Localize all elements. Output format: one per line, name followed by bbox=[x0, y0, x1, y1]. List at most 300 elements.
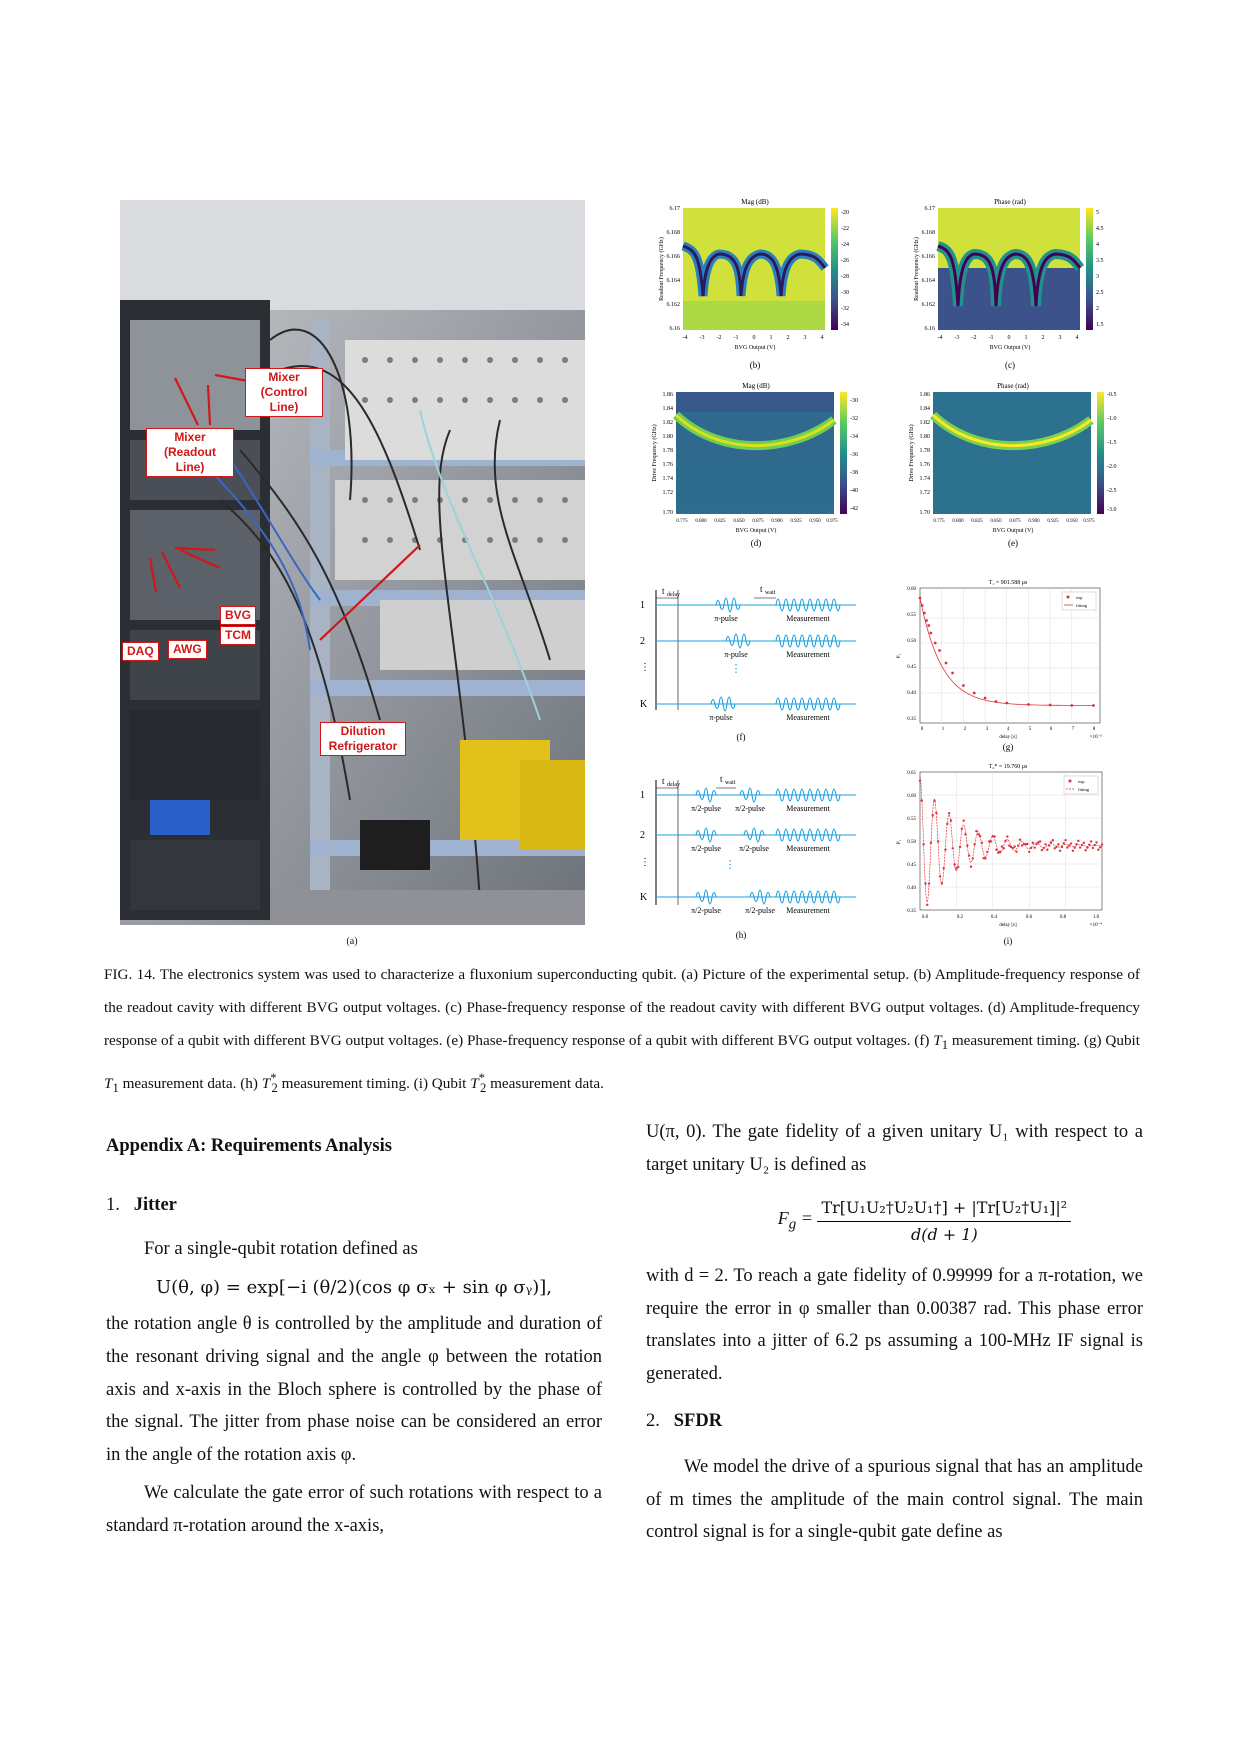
label-awg: AWG bbox=[168, 640, 207, 659]
svg-text:1.82: 1.82 bbox=[919, 420, 930, 426]
t1-data-point bbox=[925, 619, 928, 622]
svg-text:P₁: P₁ bbox=[897, 839, 902, 845]
svg-text:6.166: 6.166 bbox=[921, 254, 935, 260]
svg-text:-0.5: -0.5 bbox=[1107, 392, 1117, 398]
svg-text:0.900: 0.900 bbox=[771, 519, 783, 524]
svg-text:⋮: ⋮ bbox=[640, 662, 650, 673]
svg-text:-2.5: -2.5 bbox=[1107, 488, 1117, 494]
t1-data-point bbox=[951, 672, 954, 675]
svg-text:fitting: fitting bbox=[1078, 787, 1089, 792]
t2-data-point bbox=[1094, 844, 1096, 846]
svg-text:0.60: 0.60 bbox=[907, 587, 916, 592]
svg-text:0.55: 0.55 bbox=[907, 817, 916, 822]
svg-text:fitting: fitting bbox=[1076, 603, 1087, 608]
svg-text:0.35: 0.35 bbox=[907, 909, 916, 914]
svg-text:-3.0: -3.0 bbox=[1107, 507, 1117, 513]
svg-text:6.162: 6.162 bbox=[921, 302, 935, 308]
svg-text:Measurement: Measurement bbox=[786, 804, 830, 813]
panel-h-timing bbox=[636, 770, 866, 948]
t2-data-point bbox=[1079, 846, 1081, 848]
svg-text:6.164: 6.164 bbox=[921, 278, 935, 284]
svg-text:1.72: 1.72 bbox=[919, 490, 930, 496]
svg-text:6.168: 6.168 bbox=[921, 230, 935, 236]
svg-text:0.975: 0.975 bbox=[826, 519, 838, 524]
svg-text:0.40: 0.40 bbox=[907, 886, 916, 891]
svg-text:-32: -32 bbox=[850, 416, 858, 422]
panel-label-d: (d) bbox=[750, 538, 762, 548]
rotation-equation: U(θ, φ) = exp[−i (θ/2)(cos φ σₓ + sin φ σᵧ)], bbox=[155, 1276, 553, 1298]
t2-data-point bbox=[946, 823, 948, 825]
t2-data-point bbox=[975, 830, 977, 832]
svg-text:2: 2 bbox=[640, 636, 645, 647]
svg-text:1.86: 1.86 bbox=[919, 392, 930, 398]
t1-data-point bbox=[1005, 702, 1008, 705]
svg-text:×10⁻⁴: ×10⁻⁴ bbox=[1089, 923, 1102, 928]
svg-text:6.17: 6.17 bbox=[924, 206, 935, 212]
svg-text:t: t bbox=[760, 584, 763, 594]
t2-data-point bbox=[935, 812, 937, 814]
svg-text:Mag (dB): Mag (dB) bbox=[742, 382, 770, 390]
svg-text:-34: -34 bbox=[841, 322, 849, 328]
svg-text:2.5: 2.5 bbox=[1096, 290, 1104, 296]
t1-data-point bbox=[919, 597, 922, 600]
panel-label-b: (b) bbox=[749, 360, 761, 370]
svg-text:delay: delay bbox=[667, 592, 680, 598]
t2-data-point bbox=[1088, 843, 1090, 845]
appendix-title: Appendix A: Requirements Analysis bbox=[106, 1136, 392, 1156]
t2-data-point bbox=[1046, 849, 1048, 851]
panel-e-heatmap bbox=[905, 380, 1135, 560]
t2-data-point bbox=[1006, 835, 1008, 837]
svg-text:-42: -42 bbox=[850, 506, 858, 512]
svg-text:0.900: 0.900 bbox=[1028, 519, 1040, 524]
sfdr-paragraph: We model the drive of a spurious signal that has an amplitude of m times the amplitude of the main control signal. The main control signal is for a single-qubit gate define as bbox=[646, 1457, 1143, 1543]
svg-text:1.78: 1.78 bbox=[919, 448, 930, 454]
panel-b-ylabel: Readout Frequency (GHz) bbox=[659, 237, 665, 301]
svg-text:-1: -1 bbox=[733, 335, 739, 341]
svg-text:-40: -40 bbox=[850, 488, 858, 494]
t2-data-point bbox=[942, 867, 944, 869]
svg-text:delay [s]: delay [s] bbox=[999, 923, 1017, 928]
svg-text:0.0: 0.0 bbox=[921, 915, 929, 920]
t2-data-point bbox=[922, 843, 924, 845]
svg-text:Readout Frequency (GHz): Readout Frequency (GHz) bbox=[914, 237, 920, 301]
svg-text:0.875: 0.875 bbox=[752, 519, 764, 524]
svg-text:0.60: 0.60 bbox=[907, 794, 916, 799]
svg-text:delay: delay bbox=[667, 782, 680, 788]
svg-text:-3: -3 bbox=[954, 335, 960, 341]
t2-data-point bbox=[944, 849, 946, 851]
svg-text:1.74: 1.74 bbox=[662, 476, 673, 482]
jitter-paragraph-1: For a single-qubit rotation defined as bbox=[144, 1239, 418, 1260]
panel-label-c: (c) bbox=[1005, 360, 1015, 370]
svg-text:4: 4 bbox=[1075, 335, 1079, 341]
svg-text:0.6: 0.6 bbox=[1025, 915, 1033, 920]
svg-text:π/2-pulse: π/2-pulse bbox=[745, 906, 775, 915]
svg-text:exp: exp bbox=[1078, 779, 1085, 784]
label-tcm: TCM bbox=[220, 626, 256, 645]
t2-data-point bbox=[1075, 843, 1077, 845]
svg-text:3: 3 bbox=[1096, 274, 1099, 280]
svg-text:-30: -30 bbox=[841, 290, 849, 296]
t2-data-point bbox=[1101, 843, 1103, 845]
t1-data-point bbox=[973, 692, 976, 695]
svg-text:3: 3 bbox=[803, 335, 807, 341]
svg-text:-1: -1 bbox=[988, 335, 994, 341]
t2-data-point bbox=[1048, 844, 1050, 846]
t2-data-point bbox=[1050, 841, 1052, 843]
t2-data-point bbox=[1017, 844, 1019, 846]
svg-text:1.70: 1.70 bbox=[662, 510, 673, 516]
t1-data-point bbox=[934, 642, 937, 645]
svg-text:2: 2 bbox=[1041, 335, 1045, 341]
svg-text:3.5: 3.5 bbox=[1096, 258, 1104, 264]
svg-text:1.78: 1.78 bbox=[662, 448, 673, 454]
t1-data-point bbox=[929, 632, 932, 635]
svg-text:0.65: 0.65 bbox=[907, 771, 916, 776]
t1-data-point bbox=[1070, 704, 1073, 707]
t2-data-point bbox=[1077, 840, 1079, 842]
t2-data-point bbox=[1081, 844, 1083, 846]
panel-d-heatmap bbox=[648, 380, 878, 560]
t2-data-point bbox=[1064, 839, 1066, 841]
t2-data-point bbox=[990, 840, 992, 842]
svg-text:Measurement: Measurement bbox=[786, 844, 830, 853]
svg-text:0: 0 bbox=[1007, 335, 1011, 341]
svg-text:1.72: 1.72 bbox=[662, 490, 673, 496]
fidelity-numerator: Tr[U₁U₂†U₂U₁†] + |Tr[U₂†U₁]|² bbox=[817, 1195, 1071, 1222]
svg-text:6: 6 bbox=[1049, 727, 1053, 732]
t2-data-point bbox=[972, 857, 974, 859]
svg-text:Measurement: Measurement bbox=[786, 713, 830, 722]
svg-text:4: 4 bbox=[820, 335, 824, 341]
t2-data-point bbox=[1095, 841, 1097, 843]
svg-text:0: 0 bbox=[752, 335, 756, 341]
t2-data-point bbox=[964, 833, 966, 835]
t2-data-point bbox=[1035, 843, 1037, 845]
svg-text:-32: -32 bbox=[841, 306, 849, 312]
svg-text:1.80: 1.80 bbox=[662, 434, 673, 440]
jitter-paragraph-3: We calculate the gate error of such rotations with respect to a standard π-rotation around the x-axis, bbox=[106, 1483, 602, 1536]
t2-data-point bbox=[1044, 843, 1046, 845]
t1-data-point bbox=[923, 612, 926, 615]
svg-text:2: 2 bbox=[640, 830, 645, 841]
t2-data-point bbox=[1084, 849, 1086, 851]
svg-text:BVG Output (V): BVG Output (V) bbox=[992, 528, 1034, 534]
t2-data-point bbox=[1019, 839, 1021, 841]
t2-data-point bbox=[986, 851, 988, 853]
svg-text:0.55: 0.55 bbox=[907, 613, 916, 618]
svg-text:3: 3 bbox=[985, 727, 989, 732]
svg-text:0.825: 0.825 bbox=[971, 519, 983, 524]
label-daq: DAQ bbox=[122, 642, 159, 661]
svg-text:2: 2 bbox=[1096, 306, 1099, 312]
svg-text:-1.0: -1.0 bbox=[1107, 416, 1117, 422]
t2-data-point bbox=[924, 882, 926, 884]
t2-data-point bbox=[1068, 844, 1070, 846]
svg-text:1.0: 1.0 bbox=[1092, 915, 1100, 920]
panel-b-colorbar bbox=[831, 208, 838, 330]
svg-text:-36: -36 bbox=[850, 452, 858, 458]
svg-text:0.950: 0.950 bbox=[1066, 519, 1078, 524]
panel-b-title: Mag (dB) bbox=[741, 198, 769, 206]
svg-text:1: 1 bbox=[640, 790, 645, 801]
svg-text:wait: wait bbox=[725, 780, 736, 786]
svg-text:6.16: 6.16 bbox=[924, 326, 935, 332]
svg-text:-28: -28 bbox=[841, 274, 849, 280]
svg-text:0.800: 0.800 bbox=[952, 519, 964, 524]
t2-data-point bbox=[1061, 846, 1063, 848]
svg-text:6.166: 6.166 bbox=[666, 254, 680, 260]
svg-text:5: 5 bbox=[1096, 210, 1099, 216]
svg-text:BVG Output (V): BVG Output (V) bbox=[735, 528, 777, 534]
svg-text:×10⁻⁵: ×10⁻⁵ bbox=[1089, 735, 1102, 740]
fidelity-paragraph-2: with d = 2. To reach a gate fidelity of 0.99999 for a π-rotation, we require the error in φ smaller than 0.00387 rad. This phase error translates into a jitter of 6.2 ps assuming a 100-MHz IF signal is generated. bbox=[646, 1266, 1143, 1384]
svg-text:6.162: 6.162 bbox=[666, 302, 680, 308]
svg-text:6.164: 6.164 bbox=[666, 278, 680, 284]
svg-text:-20: -20 bbox=[841, 210, 849, 216]
svg-text:wait: wait bbox=[765, 590, 776, 596]
svg-text:4: 4 bbox=[1006, 727, 1010, 732]
svg-text:1.80: 1.80 bbox=[919, 434, 930, 440]
section-1-heading: 1. Jitter bbox=[106, 1194, 177, 1215]
svg-text:5: 5 bbox=[1028, 727, 1032, 732]
svg-text:π/2-pulse: π/2-pulse bbox=[739, 844, 769, 853]
t2-data-point bbox=[1090, 840, 1092, 842]
t2-data-point bbox=[926, 904, 928, 906]
svg-text:1.74: 1.74 bbox=[919, 476, 930, 482]
jitter-paragraph-2: the rotation angle θ is controlled by the amplitude and duration of the resonant driving signal and the angle φ between the rotation axis and x-axis in the Bloch sphere is controlled by the phase of the signal. The jitter from phase noise can be considered an error in the angle of the rotation axis φ. bbox=[106, 1314, 602, 1465]
svg-text:BVG Output (V): BVG Output (V) bbox=[989, 345, 1031, 351]
svg-text:π/2-pulse: π/2-pulse bbox=[691, 906, 721, 915]
panel-g-title: T₁ = 901.588 μs bbox=[988, 580, 1028, 586]
svg-text:0.40: 0.40 bbox=[907, 691, 916, 696]
t2-data-point bbox=[952, 847, 954, 849]
svg-text:1.76: 1.76 bbox=[919, 462, 930, 468]
t2-data-point bbox=[932, 814, 934, 816]
t2-data-point bbox=[1074, 846, 1076, 848]
svg-text:2: 2 bbox=[963, 727, 967, 732]
panel-label-a: (a) bbox=[346, 936, 358, 947]
t2-data-point bbox=[1066, 846, 1068, 848]
svg-text:0.45: 0.45 bbox=[907, 665, 916, 670]
t2-data-point bbox=[1099, 846, 1101, 848]
t2-data-point bbox=[1097, 849, 1099, 851]
svg-text:8: 8 bbox=[1092, 727, 1096, 732]
svg-text:delay [s]: delay [s] bbox=[999, 735, 1017, 740]
t2-data-point bbox=[999, 851, 1001, 853]
t2-data-point bbox=[959, 846, 961, 848]
svg-text:6.16: 6.16 bbox=[669, 326, 680, 332]
panel-i-title: T₂* = 19.760 μs bbox=[988, 764, 1028, 770]
t2-data-point bbox=[928, 882, 930, 884]
panel-i-t2-plot bbox=[880, 760, 1120, 950]
t2-data-point bbox=[930, 842, 932, 844]
t2-data-point bbox=[1043, 847, 1045, 849]
svg-text:6.168: 6.168 bbox=[666, 230, 680, 236]
label-mixer-control: Mixer (Control Line) bbox=[245, 368, 323, 417]
svg-text:0.45: 0.45 bbox=[907, 863, 916, 868]
svg-text:-24: -24 bbox=[841, 242, 849, 248]
svg-text:0.50: 0.50 bbox=[907, 639, 916, 644]
t2-data-point bbox=[1032, 842, 1034, 844]
t1-data-point bbox=[927, 624, 930, 627]
t2-data-point bbox=[968, 854, 970, 856]
panel-f-timing bbox=[636, 580, 866, 750]
t2-data-point bbox=[1092, 847, 1094, 849]
svg-text:⋮: ⋮ bbox=[640, 857, 650, 868]
svg-text:-2: -2 bbox=[716, 335, 722, 341]
svg-text:t: t bbox=[662, 776, 665, 786]
svg-text:π-pulse: π-pulse bbox=[714, 614, 738, 623]
t2-data-point bbox=[957, 866, 959, 868]
svg-text:-2: -2 bbox=[971, 335, 977, 341]
svg-text:-4: -4 bbox=[682, 335, 688, 341]
setup-photo bbox=[120, 200, 585, 925]
t2-data-point bbox=[950, 819, 952, 821]
t2-data-point bbox=[1055, 846, 1057, 848]
svg-text:Measurement: Measurement bbox=[786, 906, 830, 915]
fidelity-denominator: d(d + 1) bbox=[910, 1225, 978, 1245]
svg-text:4: 4 bbox=[1096, 242, 1099, 248]
t1-data-point bbox=[984, 697, 987, 700]
fidelity-equation: $F_g$ = $\frac{\text{Tr[U₁U₂†U₂U₁†] + |Tr[U₂†U₁]|²}}{d(d + 1)}$ bbox=[706, 1195, 1143, 1248]
t1-data-point bbox=[945, 662, 948, 665]
svg-text:2: 2 bbox=[786, 335, 790, 341]
svg-text:Drive Frequency (GHz): Drive Frequency (GHz) bbox=[909, 424, 915, 482]
t1-data-point bbox=[1049, 704, 1052, 707]
svg-text:K: K bbox=[640, 892, 648, 903]
t2-data-point bbox=[1059, 850, 1061, 852]
t2-data-point bbox=[1052, 839, 1054, 841]
svg-text:t: t bbox=[720, 774, 723, 784]
right-column bbox=[646, 1116, 1143, 1549]
t1-data-point bbox=[1027, 703, 1030, 706]
svg-text:0.50: 0.50 bbox=[907, 840, 916, 845]
t2-data-point bbox=[1015, 851, 1017, 853]
svg-text:0.850: 0.850 bbox=[990, 519, 1002, 524]
svg-text:1: 1 bbox=[640, 600, 645, 611]
t1-data-point bbox=[962, 684, 965, 687]
section-2-heading: 2. SFDR bbox=[646, 1410, 723, 1431]
svg-text:t: t bbox=[662, 586, 665, 596]
panel-label-i: (i) bbox=[1003, 936, 1013, 946]
panel-b-xlabel: BVG Output (V) bbox=[734, 345, 776, 351]
t1-data-point bbox=[921, 604, 924, 607]
figure-caption: FIG. 14. The electronics system was used to characterize a fluxonium superconducting qubit. (a) Picture of the experimental setup. (b) Amplitude-frequency response of the readout cavity with different BVG output voltages. (c) Phase-frequency response of the readout cavity with different BVG output voltages. (d) Amplitude-frequency response of a qubit with different BVG output voltages. (e) Phase-frequency response of a qubit with different BVG output voltages. (f) $T_1$ measurement timing. (g) Qubit $T_1$ measurement data. (h) $T^*_2$ measurement timing. (i) Qubit $T^*_2$ measurement data. bbox=[104, 966, 1140, 1096]
t2-data-point bbox=[1028, 851, 1030, 853]
caption-label: FIG. 14. bbox=[104, 966, 156, 983]
t2-data-point bbox=[962, 819, 964, 821]
svg-text:1: 1 bbox=[1024, 335, 1028, 341]
svg-text:1.5: 1.5 bbox=[1096, 322, 1104, 328]
svg-text:Phase (rad): Phase (rad) bbox=[997, 382, 1029, 390]
svg-text:Drive Frequency (GHz): Drive Frequency (GHz) bbox=[652, 424, 658, 482]
svg-text:Measurement: Measurement bbox=[786, 614, 830, 623]
panel-g-t1-plot bbox=[880, 576, 1120, 756]
t2-data-point bbox=[921, 799, 923, 801]
svg-text:0.875: 0.875 bbox=[1009, 519, 1021, 524]
t2-data-point bbox=[937, 840, 939, 842]
svg-text:0.825: 0.825 bbox=[714, 519, 726, 524]
svg-text:0.775: 0.775 bbox=[933, 519, 945, 524]
panel-label-h: (h) bbox=[735, 930, 747, 940]
t2-data-point bbox=[1026, 843, 1028, 845]
svg-text:0.850: 0.850 bbox=[733, 519, 745, 524]
svg-text:0.2: 0.2 bbox=[956, 915, 964, 920]
t2-data-point bbox=[973, 843, 975, 845]
label-bvg: BVG bbox=[220, 606, 256, 625]
t2-data-point bbox=[1053, 847, 1055, 849]
svg-text:π/2-pulse: π/2-pulse bbox=[735, 804, 765, 813]
panel-label-g: (g) bbox=[1002, 742, 1014, 752]
t2-data-point bbox=[1070, 842, 1072, 844]
svg-text:0.950: 0.950 bbox=[809, 519, 821, 524]
t2-data-point bbox=[953, 863, 955, 865]
t2-data-point bbox=[941, 882, 943, 884]
svg-text:6.17: 6.17 bbox=[669, 206, 680, 212]
svg-text:0.775: 0.775 bbox=[676, 519, 688, 524]
t1-data-point bbox=[1092, 704, 1095, 707]
svg-text:-3: -3 bbox=[699, 335, 705, 341]
svg-text:⋮: ⋮ bbox=[730, 663, 742, 675]
svg-text:0.35: 0.35 bbox=[907, 717, 916, 722]
t2-data-point bbox=[979, 835, 981, 837]
svg-text:π/2-pulse: π/2-pulse bbox=[691, 804, 721, 813]
t2-data-point bbox=[1003, 847, 1005, 849]
svg-text:0.800: 0.800 bbox=[695, 519, 707, 524]
svg-text:1: 1 bbox=[769, 335, 773, 341]
svg-text:-22: -22 bbox=[841, 226, 849, 232]
svg-text:4.5: 4.5 bbox=[1096, 226, 1104, 232]
left-column bbox=[106, 1130, 602, 1543]
svg-text:-1.5: -1.5 bbox=[1107, 440, 1117, 446]
t2-data-point bbox=[995, 849, 997, 851]
svg-text:1.84: 1.84 bbox=[919, 406, 930, 412]
t2-data-point bbox=[993, 835, 995, 837]
label-mixer-readout: Mixer (Readout Line) bbox=[146, 428, 234, 477]
svg-text:0.4: 0.4 bbox=[990, 915, 998, 920]
panel-c-heatmap bbox=[910, 196, 1130, 376]
svg-text:0.925: 0.925 bbox=[1047, 519, 1059, 524]
t1-data-point bbox=[938, 649, 941, 652]
svg-text:1.76: 1.76 bbox=[662, 462, 673, 468]
svg-text:-4: -4 bbox=[937, 335, 943, 341]
svg-text:1.70: 1.70 bbox=[919, 510, 930, 516]
t2-data-point bbox=[1030, 847, 1032, 849]
svg-text:0: 0 bbox=[920, 727, 924, 732]
t2-data-point bbox=[977, 833, 979, 835]
panel-label-e: (e) bbox=[1008, 538, 1018, 548]
panel-c-title: Phase (rad) bbox=[994, 198, 1026, 206]
t2-data-point bbox=[1063, 842, 1065, 844]
t2-data-point bbox=[1086, 846, 1088, 848]
t2-data-point bbox=[1001, 845, 1003, 847]
t2-data-point bbox=[1041, 849, 1043, 851]
t2-data-point bbox=[1039, 840, 1041, 842]
svg-text:π-pulse: π-pulse bbox=[724, 650, 748, 659]
svg-text:-26: -26 bbox=[841, 258, 849, 264]
svg-text:0.925: 0.925 bbox=[790, 519, 802, 524]
t2-data-point bbox=[1033, 846, 1035, 848]
svg-text:0.8: 0.8 bbox=[1059, 915, 1067, 920]
t2-data-point bbox=[948, 812, 950, 814]
svg-text:1.84: 1.84 bbox=[662, 406, 673, 412]
t2-data-point bbox=[1072, 850, 1074, 852]
t2-data-point bbox=[970, 866, 972, 868]
t2-data-point bbox=[966, 844, 968, 846]
svg-text:7: 7 bbox=[1071, 727, 1075, 732]
